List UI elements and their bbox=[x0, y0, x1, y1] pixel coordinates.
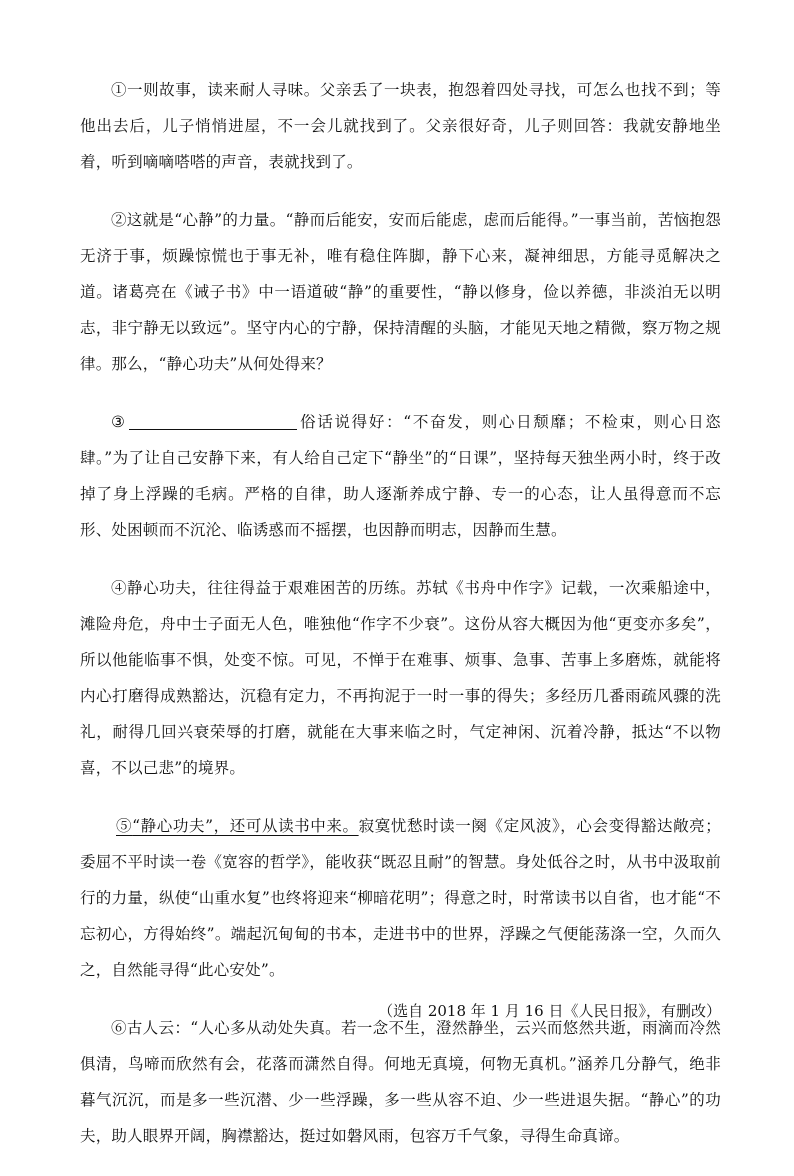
paragraph-2: ②这就是“心静”的力量。“静而后能安，安而后能虑，虑而后能得。”一事当前，苦恼抱怨无济于事，烦躁惊慌也于事无补，唯有稳住阵脚，静下心来，凝神细思，方能寻觅解决之道。诸葛亮在《诫子书》中一语道破“静”的重要性，“静以修身，俭以养德，非淡泊无以明志，非宁静无以致远”。坚守内心的宁静，保持清醒的头脑，才能见天地之精微，察万物之规律。那么，“静心功夫”从何处得来？ bbox=[80, 211, 721, 373]
paragraph-1: ①一则故事，读来耐人寻味。父亲丢了一块表，抱怨着四处寻找，可怎么也找不到；等他出去后，儿子悄悄进屋，不一会儿就找到了。父亲很好奇，儿子则回答：我就安静地坐着，听到嘀嘀嗒嗒的声音，表就找到了。 bbox=[80, 81, 721, 171]
paragraph-5 bbox=[80, 808, 721, 988]
paragraph-3-text: 俗话说得好：“不奋发，则心日颓靡；不检束，则心日恣肆。”为了让自己安静下来，有人给自己定下“静坐”的“日课”，坚持每天独坐两小时，终于改掉了身上浮躁的毛病。严格的自律，助人逐渐养成宁静、专一的心态，让人虽得意而不忘形、处困顿而不沉沦、临诱惑而不摇摆，也因静而明志，因静而生慧。 bbox=[80, 413, 721, 539]
source-citation: （选自 2018 年 1 月 16 日《人民日报》，有删改） bbox=[378, 1002, 721, 1020]
fill-in-blank[interactable] bbox=[129, 407, 297, 430]
paragraph-5-underlined-sentence bbox=[116, 817, 359, 835]
paragraph-3-marker: ③ bbox=[111, 413, 127, 431]
paragraph-5-text: 寂寞忧愁时读一阕《定风波》，心会变得豁达敞亮；委屈不平时读一卷《宽容的哲学》，能收获“既忍且耐”的智慧。身处低谷之时，从书中汲取前行的力量，纵使“山重水复”也终将迎来“柳暗花明”；得意之时，时常读书以自省，也才能“不忘初心，方得始终”。端起沉甸甸的书本，走进书中的世界，浮躁之气便能荡涤一空，久而久之，自然能寻得“此心安处”。 bbox=[80, 817, 721, 979]
paragraph-5-marker: ⑤ bbox=[116, 817, 133, 835]
paragraph-4: ④静心功夫，往往得益于艰难困苦的历练。苏轼《书舟中作字》记载，一次乘船途中，滩险舟危，舟中士子面无人色，唯独他“作字不少衰”。这份从容大概因为他“更变亦多矣”，所以他能临事不惧，处变不惊。可见，不惮于在难事、烦事、急事、苦事上多磨炼，就能将内心打磨得成熟豁达，沉稳有定力，不再拘泥于一时一事的得失；多经历几番雨疏风骤的洗礼，耐得几回兴衰荣辱的打磨，就能在大事来临之时，气定神闲、沉着冷静，抵达“不以物喜，不以己悲”的境界。 bbox=[80, 579, 721, 777]
paragraph-3 bbox=[80, 404, 721, 548]
paragraph-6: ⑥古人云：“人心多从动处失真。若一念不生，澄然静坐，云兴而悠然共逝，雨滴而冷然俱清，鸟啼而欣然有会，花落而潇然自得。何地无真境，何物无真机。”涵养几分静气，绝非暮气沉沉，而是多一些沉潜、少一些浮躁，多一些从容不迫、少一些进退失据。“静心”的功夫，助人眼界开阔，胸襟豁达，挺过如磐风雨，包容万千气象，寻得生命真谛。 bbox=[80, 1019, 721, 1145]
paragraph-5-underlined-text: “静心功夫”，还可从读书中来。 bbox=[132, 817, 359, 835]
